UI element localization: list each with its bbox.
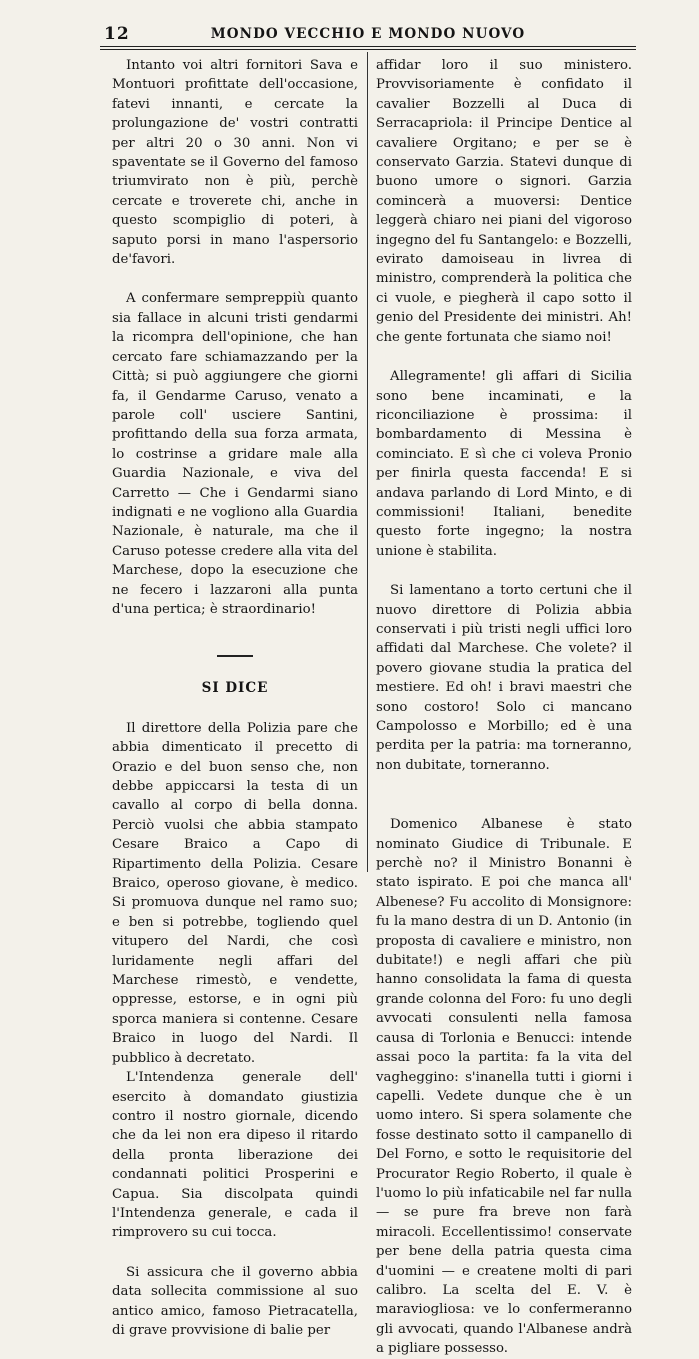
section-title-si-dice: SI DICE bbox=[201, 680, 269, 697]
right-paragraph-3: Si lamentano a torto certuni che il nuovo direttore di Polizia abbia conservati i più tristi negli uffici loro affidati dal Marchese. Che volete? il povero giovane studia la pratica del mestiere. Ed oh! i bravi maestri che sono costoro! Solo ci mancano Campolosso e Morbillo; ed è una perdita per la patria: ma torneranno, non dubitate, torneranno. bbox=[376, 583, 632, 773]
left-paragraph-3: Il direttore della Polizia pare che abbia dimenticato il precetto di Orazio e del buon senso che, non debbe appiccarsi la testa di un cavallo al corpo di bella donna. Perciò vuolsi che abbia stampato Cesare Braico a Capo di Ripartimento della Polizia. Cesare Braico, operoso giovane, è medico. Si promuova dunque nel ramo suo; e ben si potrebbe, togliendo quel vitupero del Nardi, che così luridamente negli affari del Marchese rimestò, e vendette, oppresse, estorse, e in ogni più sporca maniera si contenne. Cesare Braico in luogo del Nardi. Il pubblico à decretato. bbox=[112, 720, 358, 1066]
left-paragraph-4: L'Intendenza generale dell' esercito à domandato giustizia contro il nostro giornale, dicendo che da lei non era dipeso il ritardo della pronta liberazione dei condannati politici Prosperini e Capua. Sia discolpata quindi l'Intendenza generale, e cada il rimprovero su cui tocca. bbox=[112, 1070, 358, 1241]
section-dash bbox=[217, 655, 253, 657]
right-column bbox=[376, 56, 632, 1359]
running-title: MONDO VECCHIO E MONDO NUOVO bbox=[210, 26, 526, 42]
right-paragraph-4: Domenico Albanese è stato nominato Giudice di Tribunale. E perchè no? il Ministro Bonanni è stato ispirato. E poi che manca all' Albenese? Fu accolito di Monsignore: fu la mano destra di un D. Antonio (in proposta di cavaliere e ministro, non dubitate!) e negli affari che più hanno consolidata la fama di questa grande colonna del Foro: fu uno degli avvocati consulenti nella famosa causa di Torlonia e Benucci: intende assai poco la partita: fa la vita del vagheggino: s'inanella tutti i giorni i capelli. Vedete dunque che è un uomo intero. Si spera solamente che fosse destinato sotto il campanello di Del Forno, e sotto le requisitorie del Procurator Regio Roberto, il quale è l'uomo lo più infaticabile nel far nulla — se pure fra breve non farà miracoli. Eccellentissimo! conservate per bene della patria questa cima d'uomini — e createne molti di pari calibro. La scelta del E. V. è maraviogliosa: ve lo confermeranno gli avvocati, quando l'Albanese andrà a pigliare possesso. bbox=[376, 817, 632, 1357]
left-paragraph-2: A confermare sempreppiù quanto sia fallace in alcuni tristi gendarmi la ricompra dell'opinione, che han cercato fare schiamazzando per la Città; si può aggiungere che giorni fa, il Gendarme Caruso, venato a parole coll' usciere Santini, profittando della sua forza armata, lo costrinse a gridare male alla Guardia Nazionale, e viva del Carretto — Che i Gendarmi siano indignati e ne vogliono alla Guardia Nazionale, è naturale, ma che il Caruso potesse credere alla vita del Marchese, dopo la esecuzione che ne fecero i lazzaroni alla punta d'una pertica; è straordinario! bbox=[112, 291, 358, 617]
header-rule bbox=[100, 46, 636, 47]
left-paragraph-5: Si assicura che il governo abbia data sollecita commissione al suo antico amico, famoso Pietracatella, di grave provvisione di balie per bbox=[112, 1264, 358, 1338]
page-header bbox=[100, 18, 636, 48]
right-paragraph-1: affidar loro il suo ministero. Provvisoriamente è confidato il cavalier Bozzelli al Duca di Serracapriola: il Principe Dentice al cavaliere Orgitano; e per se è conservato Garzia. Statevi dunque di buono umore o signori. Garzia comincerà a muoversi: Dentice leggerà chiaro nei piani del vigoroso ingegno del fu Santangelo: e Bozzelli, evirato damoiseau in livrea di ministro, comprenderà la politica che ci vuole, e piegherà il capo sotto il genio del Presidente dei ministri. Ah! che gente fortunata che siamo noi! bbox=[376, 58, 632, 345]
header-rule-thin bbox=[100, 49, 636, 50]
left-column bbox=[112, 56, 358, 1340]
left-paragraph-1: Intanto voi altri fornitori Sava e Montuori profittate dell'occasione, fatevi innanti, e cercate la prolungazione de' vostri contratti per altri 20 o 30 anni. Non vi spaventate se il Governo del famoso triumvirato non è più, perchè cercate e troverete chi, anche in questo scompiglio di poteri, à saputo porsi in mano l'aspersorio de'favori. bbox=[112, 58, 358, 268]
page-number: 12 bbox=[104, 24, 130, 44]
column-divider bbox=[367, 52, 368, 872]
right-paragraph-2: Allegramente! gli affari di Sicilia sono bene incaminati, e la riconciliazione è prossima: il bombardamento di Messina è cominciato. E sì che ci voleva Pronio per finirla questa faccenda! E si andava parlando di Lord Minto, e di commissioni! Italiani, benedite questo forte ingegno; la nostra unione è stabilita. bbox=[376, 369, 632, 559]
